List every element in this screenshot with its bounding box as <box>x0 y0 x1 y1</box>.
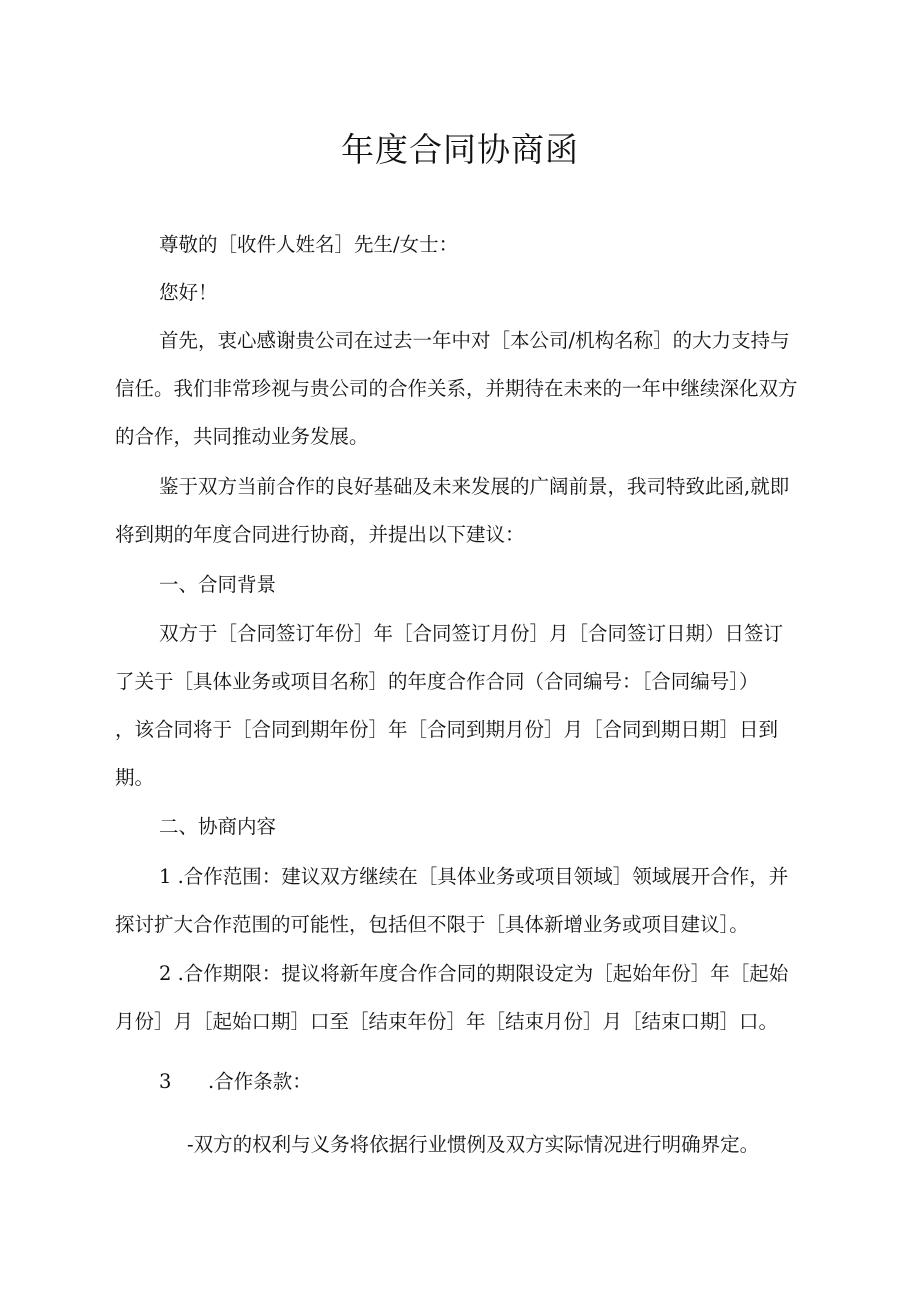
section-1-line-1: 双方于［合同签订年份］年［合同签订月份］月［合同签订日期）日签订 <box>159 622 784 645</box>
salutation: 尊敬的［收件人姓名］先生/女士： <box>159 233 459 256</box>
item-2-line-2: 月份］月［起始口期］口至［结束年份］年［结束月份］月［结束口期］口。 <box>115 1010 779 1033</box>
paragraph-2-line-2: 将到期的年度合同进行协商，并提出以下建议： <box>115 523 525 546</box>
item-3-sub-clause: -双方的权利与义务将依据行业惯例及双方实际情况进行明确界定。 <box>187 1133 760 1156</box>
item-3-number: 3 <box>159 1070 172 1093</box>
section-1-heading: 一、合同背景 <box>159 573 277 596</box>
item-1-line-1: 1 .合作范围：建议双方继续在［具体业务或项目领域］领域展开合作，并 <box>159 865 789 888</box>
item-2-line-1: 2 .合作期限：提议将新年度合作合同的期限设定为［起始年份］年［起始 <box>159 962 789 985</box>
greeting: 您好！ <box>159 281 218 304</box>
section-2-heading: 二、协商内容 <box>159 815 277 838</box>
paragraph-1-line-1: 首先，衷心感谢贵公司在过去一年中对［本公司/机构名称］的大力支持与 <box>159 329 790 352</box>
section-1-line-2: 了关于［具体业务或项目名称］的年度合作合同（合同编号：［合同编号］） <box>115 670 759 693</box>
paragraph-1-line-2: 信任。我们非常珍视与贵公司的合作关系，并期待在未来的一年中继续深化双方 <box>115 377 798 400</box>
paragraph-2-line-1: 鉴于双方当前合作的良好基础及未来发展的广阔前景，我司特致此函,就即 <box>159 475 790 498</box>
section-1-line-4: 期。 <box>115 766 155 789</box>
item-3-label: .合作条款： <box>208 1070 312 1093</box>
item-1-line-2: 探讨扩大合作范围的可能性，包括但不限于［具体新增业务或项目建议］。 <box>115 913 749 936</box>
section-1-line-3: ，该合同将于［合同到期年份］年［合同到期月份］月［合同到期日期］日到 <box>115 718 779 741</box>
paragraph-1-line-3: 的合作，共同推动业务发展。 <box>115 425 369 448</box>
document-title: 年度合同协商函 <box>341 130 579 169</box>
